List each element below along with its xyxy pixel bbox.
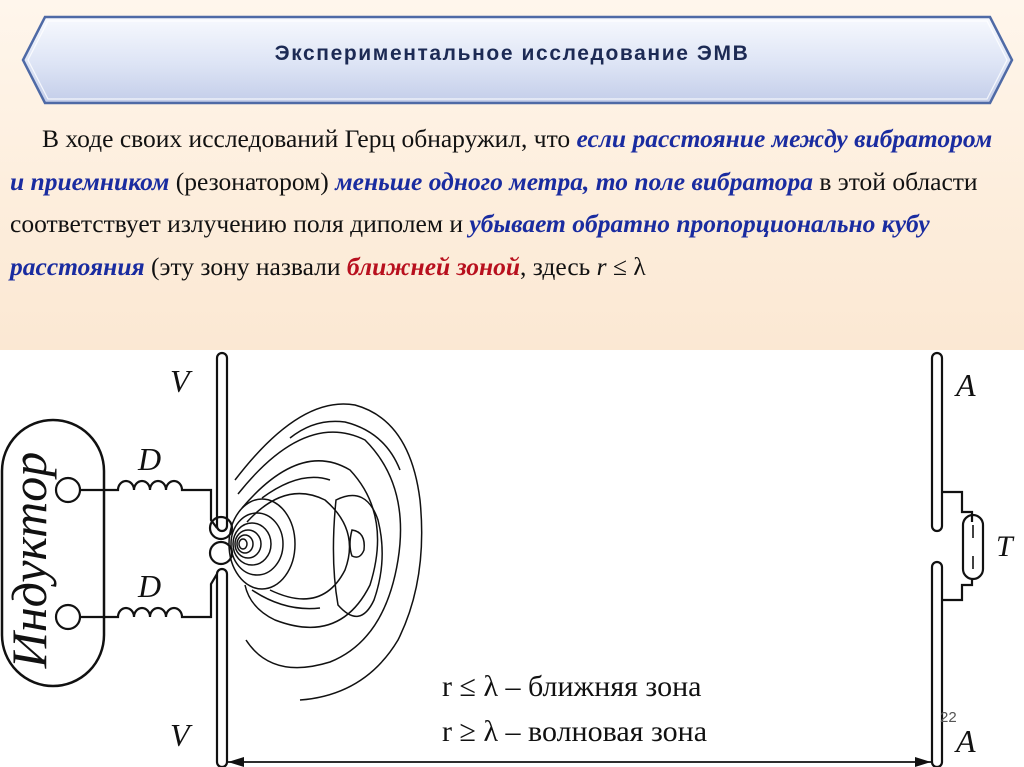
resonator-wire-bottom <box>942 578 972 600</box>
resonator-rod-bottom <box>932 562 942 767</box>
wire-top <box>80 481 217 528</box>
inductor-terminal-top <box>56 478 80 502</box>
inductor-terminal-bottom <box>56 605 80 629</box>
field-lines <box>229 404 422 700</box>
hertz-experiment-diagram <box>0 350 1024 767</box>
slide-title: Экспериментальное исследование ЭМВ <box>274 42 750 65</box>
text-panel <box>0 0 1024 350</box>
zone-near-label: r ≤ λ – ближняя зона <box>442 670 702 703</box>
emphasis-near-zone: ближней зоной <box>346 251 521 281</box>
body-paragraph <box>10 118 1010 288</box>
emphasis-distance: если расстояние между вибратором и приемником <box>10 124 993 196</box>
emphasis-less-than-meter: меньше одного метра, то поле вибратора <box>335 166 814 196</box>
paragraph-text: в этой области соответствует излучению поля диполем и <box>10 166 978 238</box>
paragraph-text: , здесь <box>520 251 597 281</box>
page-number: 22 <box>940 709 957 726</box>
label-v-top: V <box>170 363 190 399</box>
paragraph-text: (резонатором) <box>169 166 336 196</box>
receiver-tube <box>963 515 983 579</box>
vibrator-rod-bottom <box>217 569 227 767</box>
paragraph-text: (эту зону назвали <box>144 251 347 281</box>
emphasis-inverse-cube: убывает обратно пропорционально кубу расстояния <box>10 209 930 281</box>
label-d-top: D <box>138 441 162 477</box>
label-t: T <box>996 530 1013 563</box>
vibrator-rod-top <box>217 353 227 531</box>
math-r: r <box>596 251 607 281</box>
inductor-label: Индуктор <box>1 451 57 669</box>
paragraph-text: В ходе своих исследований Герц обнаружил, что <box>42 124 577 153</box>
spark-ball-top <box>210 517 232 539</box>
label-a-bottom: A <box>956 723 976 759</box>
label-v-bottom: V <box>170 717 190 753</box>
math-le-lambda: ≤ λ <box>606 251 646 281</box>
label-a-top: A <box>956 367 976 403</box>
resonator-rod-top <box>932 353 942 531</box>
zone-wave-label: r ≥ λ – волновая зона <box>442 715 708 748</box>
label-d-bottom: D <box>138 568 162 604</box>
